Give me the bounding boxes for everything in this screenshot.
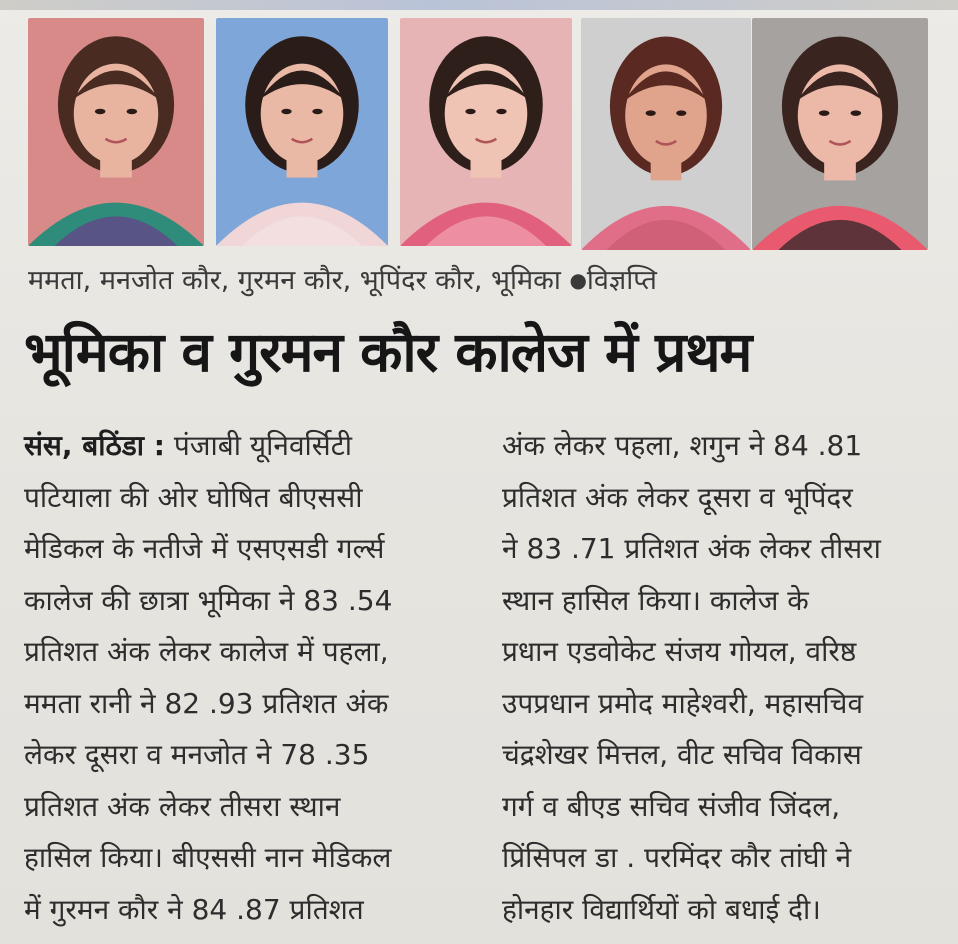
photo-mamta bbox=[28, 18, 204, 246]
caption-names: ममता, मनजोत कौर, गुरमन कौर, भूपिंदर कौर, भूमिका bbox=[28, 265, 570, 296]
headline: भूमिका व गुरमन कौर कालेज में प्रथम bbox=[24, 320, 752, 384]
right-eye bbox=[496, 109, 506, 114]
page-top-edge bbox=[0, 0, 958, 10]
photo-strip bbox=[28, 18, 930, 250]
dateline: संस, बठिंडा : bbox=[24, 429, 165, 462]
article-line: प्रिंसिपल डा . परमिंदर कौर तांघी ने bbox=[502, 841, 852, 874]
caption-bullet: ● bbox=[569, 268, 587, 292]
article-line: स्थान हासिल किया। कालेज के bbox=[502, 583, 809, 617]
right-eye bbox=[312, 109, 322, 114]
article-line: मेडिकल के नतीजे में एसएसडी गर्ल्स bbox=[24, 532, 385, 565]
photo-caption bbox=[28, 262, 928, 299]
article-line: प्रधान एडवोकेट संजय गोयल, वरिष्ठ bbox=[502, 635, 857, 668]
portrait-illustration bbox=[752, 18, 928, 250]
photo-manjot-kaur bbox=[216, 18, 388, 246]
article-line-text: पंजाबी यूनिवर्सिटी bbox=[164, 429, 353, 462]
article-line: ने 83 .71 प्रतिशत अंक लेकर तीसरा bbox=[502, 532, 881, 565]
article-column-left bbox=[24, 420, 476, 935]
article-line: अंक लेकर पहला, शगुन ने 84 .81 bbox=[502, 429, 863, 462]
article-line: प्रतिशत अंक लेकर कालेज में पहला, bbox=[24, 635, 389, 668]
article-line: हासिल किया। बीएससी नान मेडिकल bbox=[24, 841, 392, 874]
right-eye bbox=[851, 110, 862, 116]
article-line: प्रतिशत अंक लेकर तीसरा स्थान bbox=[24, 789, 341, 823]
article-line bbox=[24, 420, 476, 472]
article-line: उपप्रधान प्रमोद माहेश्वरी, महासचिव bbox=[502, 686, 864, 720]
article-line: पटियाला की ओर घोषित बीएससी bbox=[24, 480, 363, 514]
right-eye bbox=[676, 110, 686, 116]
article-line: गर्ग व बीएड सचिव संजीव जिंदल, bbox=[502, 789, 841, 823]
left-eye bbox=[819, 110, 830, 116]
caption-credit: विज्ञप्ति bbox=[586, 265, 657, 296]
photo-bhupinder-kaur bbox=[581, 18, 751, 250]
article-line: ममता रानी ने 82 .93 प्रतिशत अंक bbox=[24, 686, 389, 720]
portrait-illustration bbox=[216, 18, 388, 246]
article-line: प्रतिशत अंक लेकर दूसरा व भूपिंदर bbox=[502, 480, 853, 514]
portrait-illustration bbox=[400, 18, 572, 246]
right-eye bbox=[127, 109, 138, 114]
left-eye bbox=[646, 110, 656, 116]
article-line: कालेज की छात्रा भूमिका ने 83 .54 bbox=[24, 583, 393, 617]
article-line: लेकर दूसरा व मनजोत ने 78 .35 bbox=[24, 738, 370, 771]
portrait-illustration bbox=[28, 18, 204, 246]
photo-gurman-kaur bbox=[400, 18, 572, 246]
left-eye bbox=[465, 109, 475, 114]
photo-bhumika bbox=[752, 18, 928, 250]
portrait-illustration bbox=[581, 18, 751, 250]
left-eye bbox=[281, 109, 291, 114]
article-column-right bbox=[502, 420, 942, 935]
left-eye bbox=[95, 109, 106, 114]
article-line: में गुरमन कौर ने 84 .87 प्रतिशत bbox=[24, 892, 364, 926]
article-line: होनहार विद्यार्थियों को बधाई दी। bbox=[502, 892, 821, 926]
article-line: चंद्रशेखर मित्तल, वीट सचिव विकास bbox=[502, 738, 862, 771]
